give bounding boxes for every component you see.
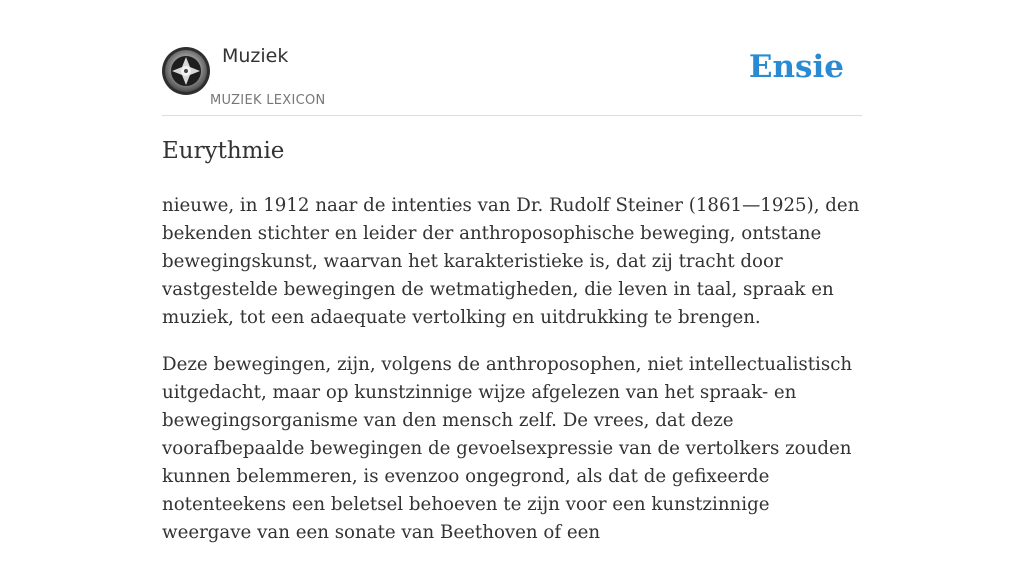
page-content — [162, 0, 862, 543]
article-paragraph: Deze bewegingen, zijn, volgens de anthroposophen, niet intellectualistisch uitgedacht, maar op kunstzinnige wijze afgelezen van het spraak- en bewegingsorganisme van den mensch zelf. De vrees, dat deze voorafbepaalde bewegingen de gevoelsexpressie van de vertolkers zouden kunnen belemmeren, is evenzoo ongegrond, als dat de gefixeerde notenteekens een beletsel behoeven te zijn voor een kunstzinnige weergave van een sonate van Beethoven of een — [162, 354, 853, 543]
site-header — [162, 0, 862, 116]
article-paragraph: nieuwe, in 1912 naar de intenties van Dr. Rudolf Steiner (1861—1925), den bekenden stichter en leider der anthroposophische beweging, ontstane bewegingskunst, waarvan het karakteristieke is, dat zij tracht door vastgestelde bewegingen de wetmatigheden, die leven in taal, spraak en muziek, tot een adaequate vertolking en uitdrukking te brengen. — [162, 195, 860, 328]
brand-logo[interactable]: Ensie — [748, 49, 844, 85]
site-name[interactable]: Muziek — [222, 45, 289, 67]
article-title: Eurythmie — [162, 138, 285, 164]
muziek-emblem-icon[interactable] — [162, 47, 210, 95]
site-subtitle[interactable]: MUZIEK LEXICON — [210, 93, 326, 108]
article-body — [162, 192, 862, 566]
